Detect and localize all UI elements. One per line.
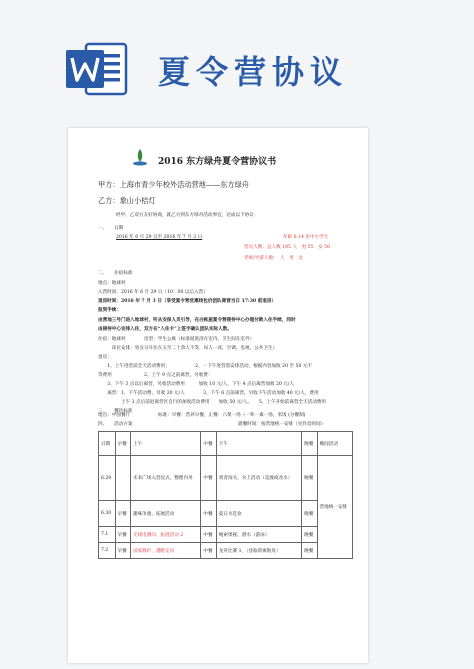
fee-line-5: 上午 3 点后前退离营区自行的加收活动费用 加收 50 元/人。 5、上午开始前离营全天活动费用 — [98, 400, 327, 405]
cell-lunch: 中餐 — [201, 456, 216, 501]
checkin-time: 入营时间：2016 年 6 月 29 日（10：00 以后入营） — [98, 290, 208, 295]
fee-line-3: 3、下午 3 点以后离营，另收活动费用 加收 10 元/人，下午 4 点后离营加收 20 元/人 — [98, 382, 295, 387]
cell-breakfast — [115, 456, 130, 501]
cell-date: 7.2 — [99, 543, 116, 559]
cell-dinner: 晚餐 — [302, 527, 317, 543]
campers-text: 营员人数：总人数 105 人 男 55 女 50 — [244, 245, 331, 250]
room-type: 住宿：地球村 房型：学生公寓（标准间洗浴在室内、卫生间在室外） — [98, 337, 255, 342]
meal-time: 就餐时间：按营地统一安排（见作息时间） — [238, 422, 326, 427]
cell-evening: 营地统一安排 — [317, 456, 352, 559]
cell-morning: 趣味争渡、拓展活动 — [130, 501, 200, 527]
cell-lunch: 中餐 — [201, 527, 216, 543]
age-text: 年龄 8-14 岁中小学生 — [283, 235, 329, 240]
header-evening: 晚间活动 — [317, 432, 352, 456]
cell-lunch: 中餐 — [201, 501, 216, 527]
fee-line-1: 1、上午进营前全天活动费用； 2、一下午进营需安排活动，根据内容加收 20 至 50 元不 — [98, 364, 313, 369]
header-date: 日期 — [99, 432, 116, 456]
dates-text: 2016 年 6 月 29 日至 2016 年 7 月 3 日 — [116, 235, 203, 240]
procedure-line-2: 由接待中心安排入住，双方在“入住卡”上签字确认团队实际人数。 — [98, 327, 232, 332]
banner-title: 夏令营协议 — [158, 53, 349, 91]
section-3-title: 三、 餐饮标准 — [98, 409, 133, 414]
checkout-time: 退房时间：2016 年 7 月 3 日（享受夏令营优惠线包价团队离营当日 17:30 前退房） — [98, 299, 277, 304]
cell-date: 6.30 — [99, 501, 116, 527]
header-lunch: 中餐 — [201, 432, 216, 456]
cell-date: 6.29 — [99, 456, 116, 501]
leaf-logo-icon — [132, 148, 148, 166]
cell-breakfast: 早餐 — [115, 527, 130, 543]
cell-dinner: 晚餐 — [302, 456, 317, 501]
header-morning: 上午 — [130, 432, 200, 456]
document-title: 2016 东方绿舟夏令营协议书 — [158, 157, 277, 167]
party-a: 甲方：上海市青少年校外活动营地——东方绿舟 — [98, 180, 249, 189]
meal-standard: 标准：早餐：营养早餐，正餐：六菜一汤（一荤一素一汤，米饭 (分餐制) — [158, 413, 306, 418]
checkout-title: 退房： — [98, 355, 112, 360]
cell-afternoon: 夏日水狂欢 — [216, 501, 301, 527]
cell-morning: 未来广场入营仪式，整理内务 — [130, 456, 200, 501]
section-4-title: 四、 活动方案 — [98, 422, 133, 427]
procedure-line-1: 由营地三号门进入地球村，听从安保人员引导，在白帐屋夏令营接待中心办理付款入住手续，同时 — [98, 318, 296, 323]
banner — [0, 0, 474, 112]
section-2-title: 二、 住宿标准 — [98, 271, 133, 276]
cell-dinner: 晚餐 — [302, 543, 317, 559]
intro-text: 经甲、乙双方友好协商，就乙方到东方绿舟活动事宜，达成以下协议： — [116, 213, 259, 218]
table-row — [99, 456, 353, 501]
teachers-text: 老师/导游人数： 人 男 女 — [244, 256, 303, 261]
bed-arrangement: 床位安排：男女分开住在五至二十余人不等，每人一床，空调、电视，公共卫生） — [98, 346, 278, 351]
table-row — [99, 543, 353, 559]
party-b: 乙方：象山小桔灯 — [98, 196, 156, 205]
section-1-title: 一、 日期 — [98, 226, 124, 231]
meal-location: 地点：中国餐厅 — [98, 413, 131, 418]
activity-schedule-table — [98, 431, 353, 559]
cell-dinner: 晚餐 — [302, 501, 317, 527]
header-dinner: 晚餐 — [302, 432, 317, 456]
header-afternoon: 下午 — [216, 432, 301, 456]
cell-breakfast: 早餐 — [115, 543, 130, 559]
cell-lunch: 中餐 — [201, 543, 216, 559]
table-header-row — [99, 432, 353, 456]
cell-breakfast: 早餐 — [115, 501, 130, 527]
cell-afternoon: 勇者闯关、水上活动（竞渡或改水） — [216, 456, 301, 501]
table-row — [99, 501, 353, 527]
cell-afternoon: 龙舟比赛 1，（登临荷寓航母） — [216, 543, 301, 559]
word-icon — [64, 42, 128, 96]
cell-afternoon: 绳索奥秘、潜水（游泳） — [216, 527, 301, 543]
header-breakfast: 早餐 — [115, 432, 130, 456]
cell-morning: 无线电测向、拓展活动 2 — [130, 527, 200, 543]
fee-line-2: 等费用 2、上午 9 点之前离营，另收费： — [98, 373, 213, 378]
accommodation-location: 地点：地球村 — [98, 281, 126, 286]
fee-line-4: 离营：1、下午活动费，另收 20 元/人 3、下午 6 点前离营，另收下午活动加收 40 元/人，费用 — [98, 391, 319, 396]
meal-info — [98, 414, 130, 419]
document-page — [68, 128, 368, 663]
cell-morning: 国家救护、越野定向 — [130, 543, 200, 559]
checkin-procedure-title: 报到手续： — [98, 308, 121, 313]
table-row — [99, 527, 353, 543]
cell-date: 7.1 — [99, 527, 116, 543]
